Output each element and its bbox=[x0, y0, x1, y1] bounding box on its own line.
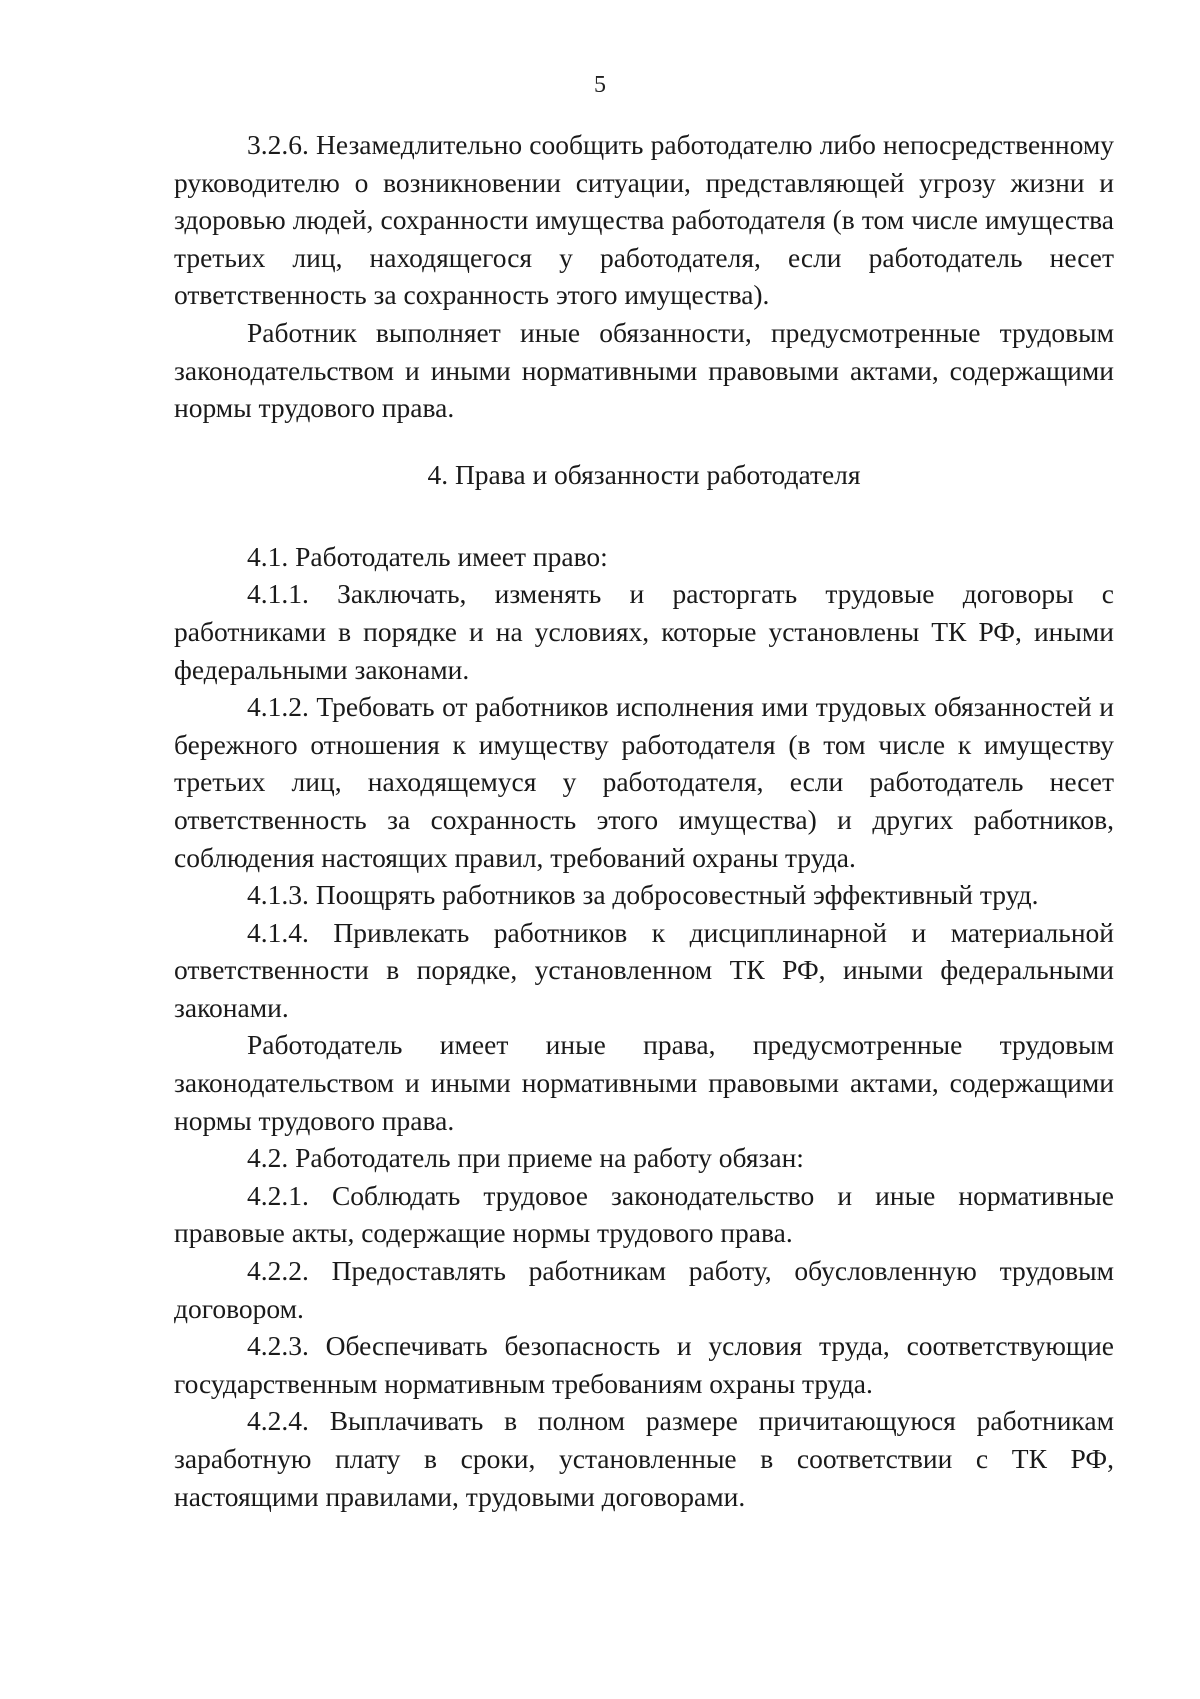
paragraph-3-2-6: 3.2.6. Незамедлительно сообщить работодателю либо непосредственному руководителю о возникновении ситуации, представляющей угрозу жизни и здоровью людей, сохранности имущества работодателя (в том числе имущества третьих лиц, находящегося у работодателя, если работодатель несет ответственность за сохранность этого имущества). bbox=[174, 129, 1114, 311]
paragraph-4-2-4: 4.2.4. Выплачивать в полном размере причитающуюся работникам заработную плату в сроки, установленные в соответствии с ТК РФ, настоящими правилами, трудовыми договорами. bbox=[174, 1405, 1114, 1512]
paragraph-4-1-2: 4.1.2. Требовать от работников исполнения ими трудовых обязанностей и бережного отношения к имуществу работодателя (в том числе к имуществу третьих лиц, находящемуся у работодателя, если работодатель несет ответственность за сохранность этого имущества) и других работников, соблюдения настоящих правил, требований охраны труда. bbox=[174, 691, 1114, 873]
paragraph-4-2-3: 4.2.3. Обеспечивать безопасность и условия труда, соответствующие государственным нормативным требованиям охраны труда. bbox=[174, 1330, 1114, 1399]
paragraph-4-2-2: 4.2.2. Предоставлять работникам работу, обусловленную трудовым договором. bbox=[174, 1255, 1114, 1324]
paragraph-4-2-1: 4.2.1. Соблюдать трудовое законодательство и иные нормативные правовые акты, содержащие нормы трудового права. bbox=[174, 1179, 1114, 1249]
paragraph-4-1: 4.1. Работодатель имеет право: bbox=[247, 540, 608, 572]
paragraph-4-2: 4.2. Работодатель при приеме на работу обязан: bbox=[247, 1142, 804, 1174]
paragraph-employer-other-rights: Работодатель имеет иные права, предусмотренные трудовым законодательством и иными нормативными правовыми актами, содержащими нормы трудового права. bbox=[174, 1029, 1114, 1136]
document-body bbox=[174, 126, 1114, 1515]
paragraph-4-1-4: 4.1.4. Привлекать работников к дисциплинарной и материальной ответственности в порядке, установленном ТК РФ, иными федеральными законами. bbox=[174, 916, 1114, 1023]
section-heading-4: 4. Права и обязанности работодателя bbox=[427, 458, 861, 490]
page-number: 5 bbox=[594, 72, 606, 98]
paragraph-worker-other-duties: Работник выполняет иные обязанности, предусмотренные трудовым законодательством и иными нормативными правовыми актами, содержащими нормы трудового права. bbox=[174, 316, 1114, 424]
paragraph-4-1-3: 4.1.3. Поощрять работников за добросовестный эффективный труд. bbox=[247, 879, 1039, 911]
paragraph-4-1-1: 4.1.1. Заключать, изменять и расторгать трудовые договоры с работниками в порядке и на условиях, которые установлены ТК РФ, иными федеральными законами. bbox=[174, 578, 1114, 685]
